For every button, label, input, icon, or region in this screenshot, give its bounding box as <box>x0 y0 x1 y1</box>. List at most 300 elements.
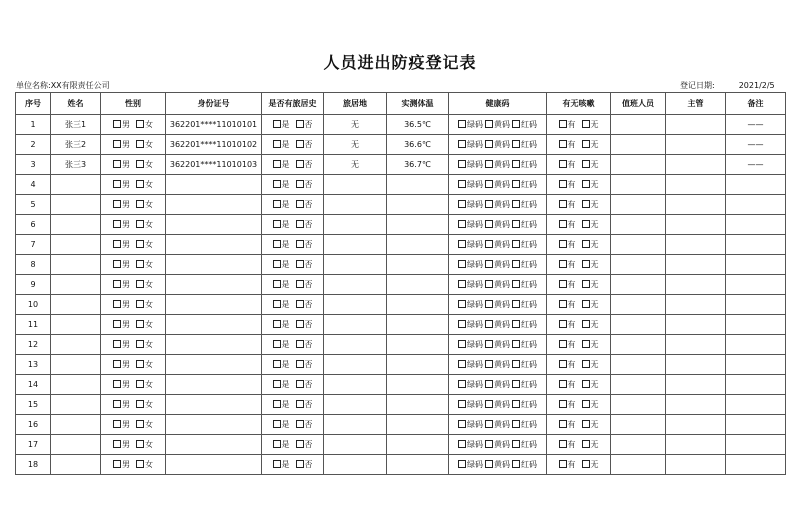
gender-checkbox[interactable] <box>136 339 153 350</box>
checkbox-square-icon[interactable] <box>485 200 493 208</box>
checkbox-square-icon[interactable] <box>485 440 493 448</box>
checkbox-square-icon[interactable] <box>273 140 281 148</box>
checkbox-square-icon[interactable] <box>113 340 121 348</box>
gender-checkbox[interactable] <box>136 239 153 250</box>
checkbox-square-icon[interactable] <box>136 260 144 268</box>
checkbox-square-icon[interactable] <box>273 280 281 288</box>
checkbox-square-icon[interactable] <box>559 380 567 388</box>
cough-checkbox[interactable] <box>559 279 576 290</box>
checkbox-square-icon[interactable] <box>485 460 493 468</box>
checkbox-square-icon[interactable] <box>113 400 121 408</box>
checkbox-square-icon[interactable] <box>136 360 144 368</box>
checkbox-square-icon[interactable] <box>136 140 144 148</box>
travel-checkbox[interactable] <box>296 419 313 430</box>
checkbox-square-icon[interactable] <box>559 140 567 148</box>
health-checkbox[interactable] <box>512 179 537 190</box>
gender-checkbox[interactable] <box>113 399 130 410</box>
checkbox-square-icon[interactable] <box>273 220 281 228</box>
checkbox-square-icon[interactable] <box>458 400 466 408</box>
checkbox-square-icon[interactable] <box>458 460 466 468</box>
checkbox-square-icon[interactable] <box>485 300 493 308</box>
checkbox-square-icon[interactable] <box>512 180 520 188</box>
health-checkbox[interactable] <box>485 359 510 370</box>
checkbox-square-icon[interactable] <box>582 200 590 208</box>
gender-checkbox[interactable] <box>136 279 153 290</box>
checkbox-square-icon[interactable] <box>559 260 567 268</box>
checkbox-square-icon[interactable] <box>582 340 590 348</box>
checkbox-square-icon[interactable] <box>559 460 567 468</box>
travel-checkbox[interactable] <box>296 159 313 170</box>
cough-checkbox[interactable] <box>559 239 576 250</box>
health-checkbox[interactable] <box>485 259 510 270</box>
checkbox-square-icon[interactable] <box>485 240 493 248</box>
checkbox-square-icon[interactable] <box>582 440 590 448</box>
checkbox-square-icon[interactable] <box>458 220 466 228</box>
checkbox-square-icon[interactable] <box>458 240 466 248</box>
checkbox-square-icon[interactable] <box>485 380 493 388</box>
cough-checkbox[interactable] <box>582 359 599 370</box>
cough-checkbox[interactable] <box>559 439 576 450</box>
health-checkbox[interactable] <box>512 359 537 370</box>
cough-checkbox[interactable] <box>559 459 576 470</box>
checkbox-square-icon[interactable] <box>458 440 466 448</box>
gender-checkbox[interactable] <box>136 219 153 230</box>
checkbox-square-icon[interactable] <box>296 220 304 228</box>
travel-checkbox[interactable] <box>273 459 290 470</box>
gender-checkbox[interactable] <box>136 359 153 370</box>
cough-checkbox[interactable] <box>582 399 599 410</box>
cough-checkbox[interactable] <box>582 179 599 190</box>
cough-checkbox[interactable] <box>559 419 576 430</box>
checkbox-square-icon[interactable] <box>485 360 493 368</box>
travel-checkbox[interactable] <box>296 199 313 210</box>
cough-checkbox[interactable] <box>559 259 576 270</box>
gender-checkbox[interactable] <box>113 179 130 190</box>
cough-checkbox[interactable] <box>559 219 576 230</box>
travel-checkbox[interactable] <box>296 379 313 390</box>
checkbox-square-icon[interactable] <box>559 160 567 168</box>
health-checkbox[interactable] <box>485 239 510 250</box>
checkbox-square-icon[interactable] <box>458 300 466 308</box>
checkbox-square-icon[interactable] <box>582 420 590 428</box>
cough-checkbox[interactable] <box>582 459 599 470</box>
cough-checkbox[interactable] <box>559 119 576 130</box>
checkbox-square-icon[interactable] <box>512 400 520 408</box>
gender-checkbox[interactable] <box>113 139 130 150</box>
checkbox-square-icon[interactable] <box>458 420 466 428</box>
checkbox-square-icon[interactable] <box>113 300 121 308</box>
checkbox-square-icon[interactable] <box>136 300 144 308</box>
travel-checkbox[interactable] <box>273 239 290 250</box>
cough-checkbox[interactable] <box>559 159 576 170</box>
health-checkbox[interactable] <box>485 399 510 410</box>
checkbox-square-icon[interactable] <box>136 200 144 208</box>
health-checkbox[interactable] <box>485 439 510 450</box>
checkbox-square-icon[interactable] <box>458 160 466 168</box>
checkbox-square-icon[interactable] <box>113 200 121 208</box>
gender-checkbox[interactable] <box>113 279 130 290</box>
travel-checkbox[interactable] <box>296 339 313 350</box>
health-checkbox[interactable] <box>512 119 537 130</box>
checkbox-square-icon[interactable] <box>458 320 466 328</box>
cough-checkbox[interactable] <box>559 319 576 330</box>
checkbox-square-icon[interactable] <box>559 220 567 228</box>
gender-checkbox[interactable] <box>136 159 153 170</box>
health-checkbox[interactable] <box>485 279 510 290</box>
checkbox-square-icon[interactable] <box>582 220 590 228</box>
gender-checkbox[interactable] <box>113 119 130 130</box>
cough-checkbox[interactable] <box>582 239 599 250</box>
health-checkbox[interactable] <box>485 379 510 390</box>
checkbox-square-icon[interactable] <box>559 320 567 328</box>
checkbox-square-icon[interactable] <box>559 120 567 128</box>
health-checkbox[interactable] <box>512 219 537 230</box>
gender-checkbox[interactable] <box>136 319 153 330</box>
cough-checkbox[interactable] <box>559 339 576 350</box>
checkbox-square-icon[interactable] <box>512 120 520 128</box>
cough-checkbox[interactable] <box>559 139 576 150</box>
gender-checkbox[interactable] <box>136 459 153 470</box>
travel-checkbox[interactable] <box>273 339 290 350</box>
gender-checkbox[interactable] <box>113 299 130 310</box>
gender-checkbox[interactable] <box>113 239 130 250</box>
gender-checkbox[interactable] <box>136 399 153 410</box>
health-checkbox[interactable] <box>458 299 483 310</box>
checkbox-square-icon[interactable] <box>458 200 466 208</box>
checkbox-square-icon[interactable] <box>113 380 121 388</box>
checkbox-square-icon[interactable] <box>582 360 590 368</box>
checkbox-square-icon[interactable] <box>582 120 590 128</box>
checkbox-square-icon[interactable] <box>559 300 567 308</box>
checkbox-square-icon[interactable] <box>296 400 304 408</box>
checkbox-square-icon[interactable] <box>512 420 520 428</box>
health-checkbox[interactable] <box>458 419 483 430</box>
travel-checkbox[interactable] <box>273 279 290 290</box>
checkbox-square-icon[interactable] <box>273 200 281 208</box>
checkbox-square-icon[interactable] <box>136 180 144 188</box>
health-checkbox[interactable] <box>512 159 537 170</box>
checkbox-square-icon[interactable] <box>512 440 520 448</box>
checkbox-square-icon[interactable] <box>485 420 493 428</box>
checkbox-square-icon[interactable] <box>136 280 144 288</box>
gender-checkbox[interactable] <box>136 419 153 430</box>
gender-checkbox[interactable] <box>113 459 130 470</box>
health-checkbox[interactable] <box>485 459 510 470</box>
gender-checkbox[interactable] <box>136 379 153 390</box>
cough-checkbox[interactable] <box>559 299 576 310</box>
checkbox-square-icon[interactable] <box>512 220 520 228</box>
checkbox-square-icon[interactable] <box>485 280 493 288</box>
gender-checkbox[interactable] <box>113 159 130 170</box>
checkbox-square-icon[interactable] <box>296 440 304 448</box>
checkbox-square-icon[interactable] <box>113 420 121 428</box>
health-checkbox[interactable] <box>512 339 537 350</box>
checkbox-square-icon[interactable] <box>458 360 466 368</box>
travel-checkbox[interactable] <box>296 319 313 330</box>
checkbox-square-icon[interactable] <box>273 240 281 248</box>
checkbox-square-icon[interactable] <box>136 420 144 428</box>
health-checkbox[interactable] <box>458 219 483 230</box>
checkbox-square-icon[interactable] <box>113 140 121 148</box>
checkbox-square-icon[interactable] <box>136 380 144 388</box>
checkbox-square-icon[interactable] <box>582 180 590 188</box>
cough-checkbox[interactable] <box>559 379 576 390</box>
checkbox-square-icon[interactable] <box>273 300 281 308</box>
travel-checkbox[interactable] <box>296 139 313 150</box>
checkbox-square-icon[interactable] <box>113 180 121 188</box>
checkbox-square-icon[interactable] <box>296 140 304 148</box>
checkbox-square-icon[interactable] <box>296 160 304 168</box>
checkbox-square-icon[interactable] <box>136 400 144 408</box>
travel-checkbox[interactable] <box>296 259 313 270</box>
health-checkbox[interactable] <box>458 119 483 130</box>
health-checkbox[interactable] <box>512 279 537 290</box>
health-checkbox[interactable] <box>458 199 483 210</box>
checkbox-square-icon[interactable] <box>512 460 520 468</box>
health-checkbox[interactable] <box>458 159 483 170</box>
checkbox-square-icon[interactable] <box>273 380 281 388</box>
checkbox-square-icon[interactable] <box>296 240 304 248</box>
checkbox-square-icon[interactable] <box>485 320 493 328</box>
gender-checkbox[interactable] <box>113 319 130 330</box>
checkbox-square-icon[interactable] <box>582 400 590 408</box>
checkbox-square-icon[interactable] <box>113 360 121 368</box>
checkbox-square-icon[interactable] <box>273 160 281 168</box>
health-checkbox[interactable] <box>458 459 483 470</box>
checkbox-square-icon[interactable] <box>485 120 493 128</box>
travel-checkbox[interactable] <box>296 219 313 230</box>
health-checkbox[interactable] <box>485 139 510 150</box>
gender-checkbox[interactable] <box>113 199 130 210</box>
health-checkbox[interactable] <box>485 159 510 170</box>
checkbox-square-icon[interactable] <box>512 380 520 388</box>
health-checkbox[interactable] <box>512 319 537 330</box>
checkbox-square-icon[interactable] <box>136 320 144 328</box>
checkbox-square-icon[interactable] <box>485 220 493 228</box>
checkbox-square-icon[interactable] <box>136 460 144 468</box>
cough-checkbox[interactable] <box>559 399 576 410</box>
gender-checkbox[interactable] <box>113 259 130 270</box>
checkbox-square-icon[interactable] <box>273 120 281 128</box>
health-checkbox[interactable] <box>458 319 483 330</box>
checkbox-square-icon[interactable] <box>458 180 466 188</box>
checkbox-square-icon[interactable] <box>273 260 281 268</box>
checkbox-square-icon[interactable] <box>296 460 304 468</box>
travel-checkbox[interactable] <box>296 179 313 190</box>
gender-checkbox[interactable] <box>113 439 130 450</box>
checkbox-square-icon[interactable] <box>296 200 304 208</box>
health-checkbox[interactable] <box>458 239 483 250</box>
cough-checkbox[interactable] <box>582 139 599 150</box>
gender-checkbox[interactable] <box>136 299 153 310</box>
travel-checkbox[interactable] <box>273 359 290 370</box>
travel-checkbox[interactable] <box>296 279 313 290</box>
checkbox-square-icon[interactable] <box>113 280 121 288</box>
checkbox-square-icon[interactable] <box>113 320 121 328</box>
checkbox-square-icon[interactable] <box>458 340 466 348</box>
checkbox-square-icon[interactable] <box>296 280 304 288</box>
checkbox-square-icon[interactable] <box>485 160 493 168</box>
checkbox-square-icon[interactable] <box>559 400 567 408</box>
travel-checkbox[interactable] <box>273 319 290 330</box>
checkbox-square-icon[interactable] <box>582 380 590 388</box>
checkbox-square-icon[interactable] <box>559 280 567 288</box>
health-checkbox[interactable] <box>458 259 483 270</box>
checkbox-square-icon[interactable] <box>458 140 466 148</box>
travel-checkbox[interactable] <box>273 139 290 150</box>
checkbox-square-icon[interactable] <box>273 360 281 368</box>
travel-checkbox[interactable] <box>273 379 290 390</box>
checkbox-square-icon[interactable] <box>136 120 144 128</box>
checkbox-square-icon[interactable] <box>113 260 121 268</box>
health-checkbox[interactable] <box>512 199 537 210</box>
checkbox-square-icon[interactable] <box>136 340 144 348</box>
checkbox-square-icon[interactable] <box>582 320 590 328</box>
travel-checkbox[interactable] <box>273 419 290 430</box>
cough-checkbox[interactable] <box>582 159 599 170</box>
gender-checkbox[interactable] <box>113 219 130 230</box>
health-checkbox[interactable] <box>458 439 483 450</box>
checkbox-square-icon[interactable] <box>512 200 520 208</box>
checkbox-square-icon[interactable] <box>458 120 466 128</box>
gender-checkbox[interactable] <box>136 139 153 150</box>
checkbox-square-icon[interactable] <box>582 240 590 248</box>
cough-checkbox[interactable] <box>582 419 599 430</box>
travel-checkbox[interactable] <box>296 439 313 450</box>
checkbox-square-icon[interactable] <box>136 240 144 248</box>
travel-checkbox[interactable] <box>273 439 290 450</box>
checkbox-square-icon[interactable] <box>273 400 281 408</box>
cough-checkbox[interactable] <box>582 119 599 130</box>
cough-checkbox[interactable] <box>582 439 599 450</box>
travel-checkbox[interactable] <box>296 399 313 410</box>
checkbox-square-icon[interactable] <box>559 340 567 348</box>
health-checkbox[interactable] <box>485 319 510 330</box>
checkbox-square-icon[interactable] <box>113 160 121 168</box>
gender-checkbox[interactable] <box>113 339 130 350</box>
checkbox-square-icon[interactable] <box>559 180 567 188</box>
cough-checkbox[interactable] <box>582 339 599 350</box>
checkbox-square-icon[interactable] <box>136 440 144 448</box>
health-checkbox[interactable] <box>512 239 537 250</box>
checkbox-square-icon[interactable] <box>559 240 567 248</box>
travel-checkbox[interactable] <box>273 199 290 210</box>
checkbox-square-icon[interactable] <box>512 140 520 148</box>
travel-checkbox[interactable] <box>273 159 290 170</box>
checkbox-square-icon[interactable] <box>582 160 590 168</box>
gender-checkbox[interactable] <box>136 119 153 130</box>
checkbox-square-icon[interactable] <box>296 120 304 128</box>
checkbox-square-icon[interactable] <box>458 280 466 288</box>
checkbox-square-icon[interactable] <box>512 160 520 168</box>
health-checkbox[interactable] <box>485 419 510 430</box>
gender-checkbox[interactable] <box>113 359 130 370</box>
travel-checkbox[interactable] <box>273 219 290 230</box>
cough-checkbox[interactable] <box>582 299 599 310</box>
travel-checkbox[interactable] <box>296 359 313 370</box>
checkbox-square-icon[interactable] <box>273 340 281 348</box>
health-checkbox[interactable] <box>458 279 483 290</box>
checkbox-square-icon[interactable] <box>512 240 520 248</box>
health-checkbox[interactable] <box>485 219 510 230</box>
checkbox-square-icon[interactable] <box>113 120 121 128</box>
health-checkbox[interactable] <box>512 399 537 410</box>
checkbox-square-icon[interactable] <box>273 460 281 468</box>
cough-checkbox[interactable] <box>582 199 599 210</box>
checkbox-square-icon[interactable] <box>512 280 520 288</box>
health-checkbox[interactable] <box>485 299 510 310</box>
checkbox-square-icon[interactable] <box>113 240 121 248</box>
checkbox-square-icon[interactable] <box>485 400 493 408</box>
checkbox-square-icon[interactable] <box>273 420 281 428</box>
health-checkbox[interactable] <box>512 139 537 150</box>
checkbox-square-icon[interactable] <box>136 160 144 168</box>
checkbox-square-icon[interactable] <box>296 300 304 308</box>
health-checkbox[interactable] <box>512 299 537 310</box>
health-checkbox[interactable] <box>458 399 483 410</box>
checkbox-square-icon[interactable] <box>582 280 590 288</box>
gender-checkbox[interactable] <box>136 179 153 190</box>
travel-checkbox[interactable] <box>273 259 290 270</box>
checkbox-square-icon[interactable] <box>273 320 281 328</box>
health-checkbox[interactable] <box>485 339 510 350</box>
gender-checkbox[interactable] <box>136 439 153 450</box>
health-checkbox[interactable] <box>458 339 483 350</box>
travel-checkbox[interactable] <box>273 399 290 410</box>
health-checkbox[interactable] <box>458 139 483 150</box>
health-checkbox[interactable] <box>458 379 483 390</box>
health-checkbox[interactable] <box>485 199 510 210</box>
checkbox-square-icon[interactable] <box>559 360 567 368</box>
checkbox-square-icon[interactable] <box>296 420 304 428</box>
travel-checkbox[interactable] <box>273 119 290 130</box>
cough-checkbox[interactable] <box>559 179 576 190</box>
health-checkbox[interactable] <box>512 439 537 450</box>
checkbox-square-icon[interactable] <box>485 180 493 188</box>
checkbox-square-icon[interactable] <box>582 460 590 468</box>
checkbox-square-icon[interactable] <box>273 180 281 188</box>
checkbox-square-icon[interactable] <box>296 360 304 368</box>
travel-checkbox[interactable] <box>273 299 290 310</box>
checkbox-square-icon[interactable] <box>485 260 493 268</box>
checkbox-square-icon[interactable] <box>458 260 466 268</box>
health-checkbox[interactable] <box>485 179 510 190</box>
travel-checkbox[interactable] <box>296 119 313 130</box>
gender-checkbox[interactable] <box>136 259 153 270</box>
health-checkbox[interactable] <box>458 179 483 190</box>
cough-checkbox[interactable] <box>582 319 599 330</box>
checkbox-square-icon[interactable] <box>512 360 520 368</box>
cough-checkbox[interactable] <box>582 379 599 390</box>
cough-checkbox[interactable] <box>582 259 599 270</box>
checkbox-square-icon[interactable] <box>458 380 466 388</box>
travel-checkbox[interactable] <box>296 459 313 470</box>
checkbox-square-icon[interactable] <box>559 440 567 448</box>
checkbox-square-icon[interactable] <box>512 300 520 308</box>
travel-checkbox[interactable] <box>273 179 290 190</box>
travel-checkbox[interactable] <box>296 299 313 310</box>
checkbox-square-icon[interactable] <box>296 180 304 188</box>
checkbox-square-icon[interactable] <box>559 200 567 208</box>
checkbox-square-icon[interactable] <box>512 340 520 348</box>
checkbox-square-icon[interactable] <box>582 260 590 268</box>
checkbox-square-icon[interactable] <box>582 300 590 308</box>
gender-checkbox[interactable] <box>113 379 130 390</box>
checkbox-square-icon[interactable] <box>113 460 121 468</box>
checkbox-square-icon[interactable] <box>296 260 304 268</box>
gender-checkbox[interactable] <box>136 199 153 210</box>
checkbox-square-icon[interactable] <box>512 260 520 268</box>
